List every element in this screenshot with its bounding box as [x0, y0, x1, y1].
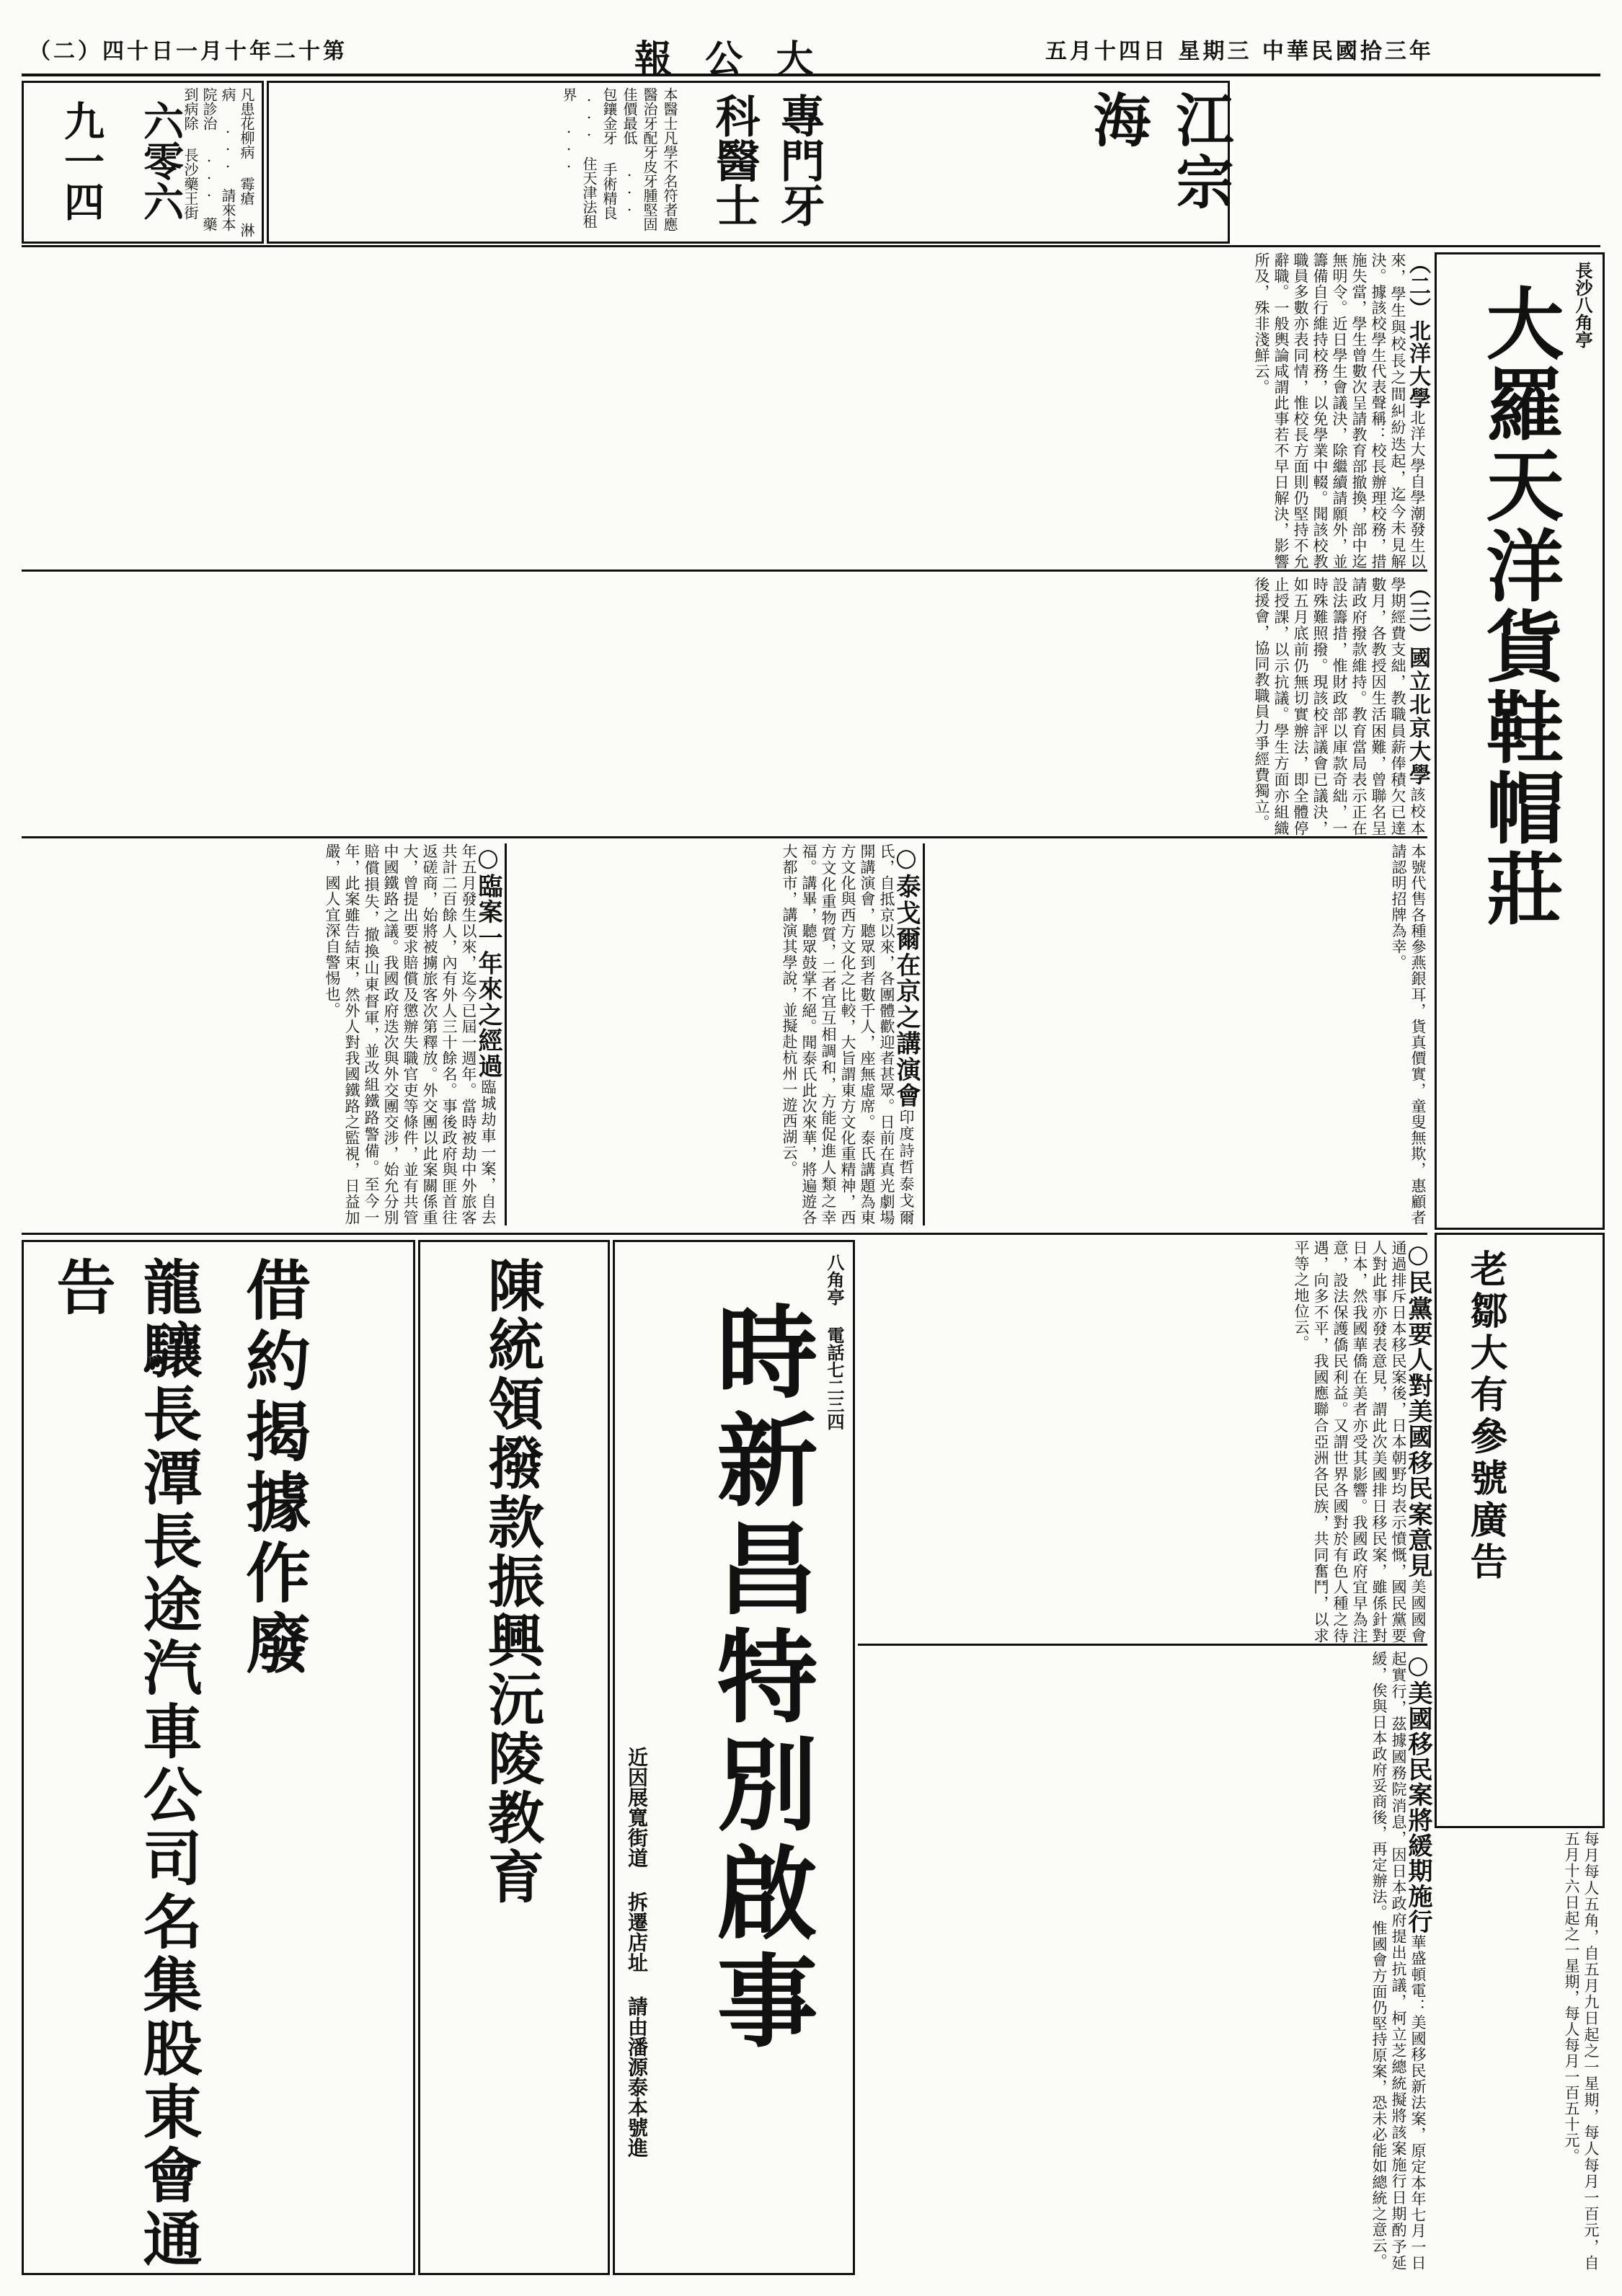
article-immigration-delay-title: ○美國移民案將緩期施行 [1404, 1651, 1432, 1935]
article-pku [22, 577, 1430, 838]
clinic-ad-number-1: 六零六 [137, 100, 185, 221]
notice-1: 本號代售各種參燕銀耳，貨真價實，童叟無欺，惠顧者請認明招牌為幸。 [1390, 843, 1427, 1225]
article-lincheng-body: 臨城劫車一案，自去年五月發生以來，迄今已屆一週年。當時被劫中外旅客共計二百餘人，內有外人三十餘名。事後政府與匪首往返磋商，始將被擄旅客次第釋放。外交團以此案關係重大，曾提出要求賠償及懲辦失職官吏等條件，並有共管中國鐵路之議。我國政府迭次與外交團交涉，始允分別賠償損失，撤換山東督軍，並改組鐵路警備。至今一年，此案雖告結束，然外人對我國鐵路之監視，日益加嚴，國人宜深自警惕也。 [324, 843, 497, 1226]
clinic-ad-text: 凡患花柳病 霉瘡 淋病 ... 請來本院診治 ... 藥到病除 長沙藥王街 [182, 87, 255, 237]
article-immigration-opinion [858, 1240, 1432, 1646]
article-beiyang-body: 北洋大學自學潮發生以來，學生與校長之間糾紛迭起，迄今未見解決。據該校學生代表聲稱：校長辦理校務，措施失當，學生曾數次呈請教育部撤換，部中迄無明令。近日學生會議決，除繼續請願外，並籌備自行維持校務，以免學業中輟。聞該校教職員多數亦表同情，惟校長方面則仍堅持不允辭職。一般輿論咸謂此事若不早日解決，影響所及，殊非淺鮮云。 [1253, 252, 1426, 569]
notice-block-1 [930, 843, 1427, 1225]
car-company-headline: 借約揭據作廢 [234, 1256, 311, 1680]
article-lincheng-title: ○臨案一年來之經過 [474, 843, 502, 1079]
mid-divider-1 [505, 843, 507, 1225]
clinic-ad-number-2: 九一四 [58, 100, 105, 221]
mid-divider-2 [923, 843, 925, 1225]
article-immigration-opinion-body: 美國國會通過排斥日本移民案後，日本朝野均表示憤慨，國民黨要人對此事亦發表意見，謂此次美國排日移民案，雖係針對日本，然我國華僑在美者亦受其影響。我國政府宜早為注意，設法保護僑民利益。又謂世界各國對於有色人種之待遇，向多不平，我國應聯合亞洲各民族，共同奮鬥，以求平等之地位云。 [1293, 1240, 1427, 1644]
article-beiyang [22, 252, 1430, 572]
shoe-store-sub: 老鄒大有參號廣告 [1463, 1249, 1507, 1584]
car-company-ad [22, 1240, 415, 2275]
notice-0: 每月每人五角，自五月九日起之一星期，每人每月一百元，自五月十六日起之一星期，每人每月一百五十元。 [1563, 1831, 1600, 2271]
article-tagore-title: ○泰戈爾在京之講演會 [892, 843, 921, 1109]
article-pku-title: （三）國立北京大學 [1405, 577, 1430, 787]
article-immigration-opinion-title: ○民黨要人對美國移民案意見 [1404, 1240, 1432, 1579]
qing-education-ad [418, 1240, 610, 2275]
masthead-date: （二）四十日一月十年二十第 [29, 39, 347, 64]
article-immigration-delay [858, 1651, 1432, 2271]
article-lincheng [22, 843, 502, 1226]
masthead-issue: 五月十四日 星期三 中華民國拾三年 [1045, 39, 1434, 64]
shixin-side: 八角亭 電話七二三四 [824, 1254, 845, 1430]
mid-rule [22, 1233, 1427, 1235]
shixin-sub: 近因展寬街道 拆遷店址 請由潘源泰本號進 [625, 1747, 649, 2158]
shoe-store-name: 大羅天洋貨鞋帽莊 [1473, 283, 1564, 929]
dentist-ad-text: 本醫士凡學不名符者應醫治牙配牙皮牙腫堅固佳價最低 ... 包鑲金牙 手術精良 ... 住天津法租界 ... [560, 87, 678, 231]
article-beiyang-title: （二）北洋大學 [1405, 252, 1430, 410]
dentist-ad-name: 江宗海 [1083, 90, 1234, 214]
dentist-ad [267, 81, 1234, 244]
shoe-store-side-label: 長沙八角亭 [1572, 262, 1593, 348]
shixin-headline: 時新昌特別啟事 [700, 1300, 818, 2057]
article-tagore-body: 印度詩哲泰戈爾氏，自抵京以來，各團體歡迎者甚眾。日前在真光劇場開講演會，聽眾到者數千人，座無虛席。泰氏講題為東方文化與西方文化之比較，大旨謂東方文化重精神，西方文化重物質，二者宜互相調和，方能促進人類之幸福。講畢，聽眾鼓掌不絕。聞泰氏此次來華，將遍遊各大都市，講演其學說，並擬赴杭州一遊西湖云。 [781, 843, 915, 1225]
qing-education-headline: 陳統領撥款振興沅陵教育 [479, 1256, 544, 1907]
article-tagore [512, 843, 921, 1225]
masthead [22, 29, 1600, 81]
notice-block-2 [1435, 1831, 1600, 2271]
car-company-name: 龍驤長潭長途汽車公司名集股東會通告 [47, 1256, 203, 2271]
article-pku-body: 該校本學期經費支絀，教職員薪俸積欠已達數月，各教授因生活困難，曾聯名呈請政府撥款維持。教育當局表示正在設法籌措，惟財政部以庫款奇絀，一時殊難照撥。現該校評議會已議決，如五月底前仍無切實辦法，即全體停止授課，以示抗議。學生方面亦組織後援會，協同教職員力爭經費獨立。 [1253, 577, 1426, 837]
shoe-store-banner [1435, 252, 1605, 1230]
clinic-ad [22, 81, 264, 244]
dentist-ad-specialty: 專門牙科醫士 [708, 93, 825, 227]
shoe-store-tail [1435, 1233, 1605, 1828]
masthead-title: 報 公 大 [634, 37, 824, 81]
masthead-right-space [1233, 81, 1605, 244]
top-divider [22, 245, 1600, 247]
shixin-ad [613, 1240, 855, 2275]
article-immigration-delay-body: 華盛頓電：美國移民新法案，原定本年七月一日起實行，茲據國務院消息，因日本政府提出抗議，柯立芝總統擬將該案施行日期酌予延緩，俟與日本政府妥商後，再定辦法。惟國會方面仍堅持原案，恐未必能如總統之意云。 [1370, 1651, 1427, 2271]
